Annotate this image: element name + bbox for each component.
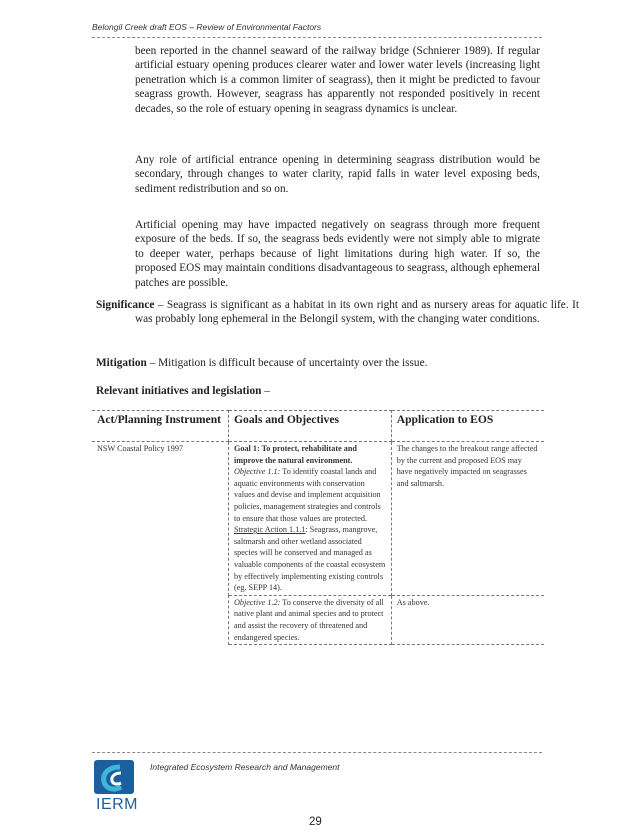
cell-act: NSW Coastal Policy 1997 [92,442,229,645]
table-header-row [92,411,544,442]
significance-paragraph [96,298,579,327]
cell-goals [229,595,392,644]
relevant-heading-suffix: – [261,385,270,397]
logo-text: IERM [96,796,138,813]
paragraph-entrance-role: Any role of artificial entrance opening in determining seagrass distribution would be secondary, through changes to water clarity, rapid falls in water level exposing beds, sediment redistribution and so on. [135,154,540,195]
goal-title: Goal 1: To protect, rehabilitate and improve the natural environment. [234,444,357,465]
mitigation-label: Mitigation [96,357,147,369]
paragraph-artificial-opening: Artificial opening may have impacted negatively on seagrass through more frequent exposure of the beds. If so, the seagrass beds evidently were not simply able to migrate to deeper water, perhaps because of light limitations during high water. If so, the proposed EOS may maintain conditions disadvantageous to seagrass, although ephemeral patches are possible. [135,219,540,289]
mitigation-paragraph [96,356,540,370]
cell-application: The changes to the breakout range affected by the current and proposed EOS may have negatively impacted on seagrasses and saltmarsh. [396,444,538,488]
significance-label: Significance [96,299,155,311]
cell-goals [229,442,392,596]
mitigation-text: – Mitigation is difficult because of uncertainty over the issue. [146,357,428,369]
col-header-application: Application to EOS [391,411,544,442]
objective-text: To conserve the diversity of all native plant and animal species and to protect and assist the recovery of threatened and endangered species. [234,597,384,642]
footer-organisation: Integrated Ecosystem Research and Management [150,762,340,772]
paragraph-seagrass-history: been reported in the channel seaward of the railway bridge (Schnierer 1989). If regular artificial estuary opening produces clearer water and lower water levels (increasing light penetration which is a common limiter of seagrass), then it might be predicted to favour seagrass growth. However, seagrass has apparently not responded positively in recent decades, so the role of estuary opening in seagrass dynamics is unclear. [135,45,540,115]
running-header: Belongil Creek draft EOS – Review of Environmental Factors [92,22,322,32]
strategic-action-text: : Seagrass, mangrove, saltmarsh and other wetland associated species will be conserved and managed as valuable components of the coastal ecosystem by effectively implementing existing controls (eg. SEPP 14). [234,525,386,593]
header-divider [92,37,542,38]
objective-text: To identify coastal lands and aquatic environments with conservation values and devise and implement acquisition policies, management strategies and controls to ensure that those values are protected. [234,467,381,523]
table-row [92,442,544,596]
relevant-initiatives-heading [96,385,270,397]
objective-1-1 [234,466,386,594]
strategic-action-label: Strategic Action 1.1.1 [234,525,306,535]
relevant-heading-text: Relevant initiatives and legislation [96,385,262,397]
objective-label: Objective 1.1: [234,467,281,477]
cell-application: As above. [391,595,544,644]
col-header-goals: Goals and Objectives [229,411,392,442]
legislation-table [92,410,544,645]
footer-divider [92,752,542,753]
significance-text: – Seagrass is significant as a habitat in its own right and as nursery areas for aquatic life. It was probably long ephemeral in the Belongil system, with the changing water conditions. [135,299,579,326]
col-header-act: Act/Planning Instrument [92,411,229,442]
objective-label: Objective 1.2: [234,597,281,607]
page-number: 29 [309,816,322,828]
